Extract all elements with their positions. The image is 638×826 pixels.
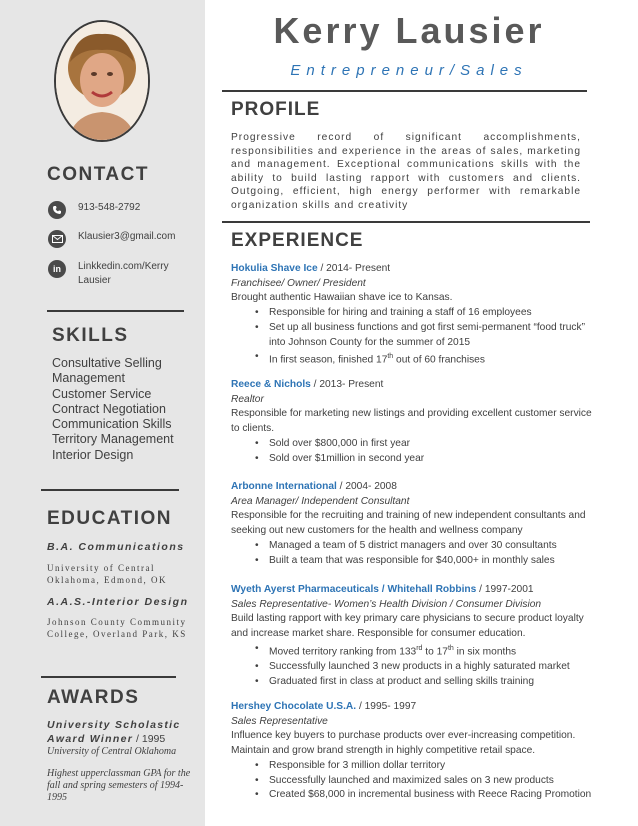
education-rule bbox=[41, 489, 179, 491]
job-hershey bbox=[231, 700, 601, 803]
envelope-icon bbox=[48, 230, 66, 248]
phone-icon bbox=[48, 201, 66, 219]
skills-heading: SKILLS bbox=[52, 325, 129, 346]
award-year: / 1995 bbox=[133, 733, 166, 745]
job-company: Hokulia Shave Ice bbox=[231, 263, 318, 274]
job-dates: / 1997-2001 bbox=[476, 584, 534, 595]
job-hokulia bbox=[231, 262, 601, 368]
job-company: Hershey Chocolate U.S.A. bbox=[231, 701, 357, 712]
job-description: Influence key buyers to purchase products over ever-increasing competition. Maintain and grow brand strength in highly competitive retail space. bbox=[231, 730, 576, 757]
job-bullet: • Successfully launched and maximized sales on 3 new products bbox=[269, 774, 601, 789]
email-address: Klausier3@gmail.com bbox=[78, 231, 176, 242]
school-uco-line2: Oklahoma, Edmond, OK bbox=[47, 575, 167, 585]
skill-item: Management bbox=[52, 371, 125, 386]
awards-rule bbox=[41, 676, 176, 678]
degree-aas: A.A.S.-Interior Design bbox=[47, 596, 189, 608]
school-uco bbox=[47, 562, 167, 586]
job-dates: / 2004- 2008 bbox=[336, 481, 397, 492]
job-company: Wyeth Ayerst Pharmaceuticals / Whitehall Robbins bbox=[231, 584, 477, 595]
award-school: University of Central Oklahoma bbox=[47, 746, 177, 757]
linkedin-url-line2: Lausier bbox=[78, 275, 111, 286]
degree-ba: B.A. Communications bbox=[47, 541, 185, 553]
job-bullet: • Set up all business functions and got first semi-permanent “food truck” into Johnson County for the summer of 2015 bbox=[269, 321, 601, 350]
contact-heading: CONTACT bbox=[47, 164, 149, 185]
job-bullet: • Managed a team of 5 district managers and over 30 consultants bbox=[269, 539, 601, 554]
job-dates: / 2014- Present bbox=[317, 263, 391, 274]
contact-linkedin bbox=[48, 260, 169, 288]
job-wyeth bbox=[231, 583, 601, 689]
skill-item: Interior Design bbox=[52, 447, 134, 462]
school-jccc-line2: College, Overland Park, KS bbox=[47, 629, 187, 639]
job-bullet: • In first season, finished 17th out of 60 franchises bbox=[269, 350, 601, 368]
job-description: Build lasting rapport with key primary care physicians to secure product loyalty and increase market share. Responsible for consumer education. bbox=[231, 613, 584, 640]
job-bullet: • Responsible for hiring and training a staff of 16 employees bbox=[269, 306, 601, 321]
profile-text: Progressive record of significant accomplishments, responsibilities and experience in the areas of sales, marketing and management. Exceptional communications skills with the ability to build lasting rapport with customers and clients. Outgoing, efficient, high energy performer with remarkable organization skills and creativity bbox=[231, 132, 581, 211]
job-bullet: • Created $68,000 in incremental business with Reece Racing Promotion bbox=[269, 788, 601, 803]
award-note: Highest upperclassman GPA for the fall and spring semesters of 1994- 1995 bbox=[47, 768, 191, 803]
job-company: Reece & Nichols bbox=[231, 379, 311, 390]
job-bullet: • Moved territory ranking from 133rd to 17th in six months bbox=[269, 642, 601, 660]
phone-number: 913-548-2792 bbox=[78, 202, 141, 213]
job-dates: / 1995- 1997 bbox=[356, 701, 417, 712]
job-company: Arbonne International bbox=[231, 481, 337, 492]
job-bullet: • Graduated first in class at product and selling skills training bbox=[269, 675, 601, 690]
profile-rule bbox=[222, 90, 587, 92]
job-bullet: • Responsible for 3 million dollar territory bbox=[269, 759, 601, 774]
experience-heading: EXPERIENCE bbox=[231, 230, 364, 251]
linkedin-icon: in bbox=[48, 260, 66, 278]
school-jccc bbox=[47, 616, 187, 640]
school-jccc-line1: Johnson County Community bbox=[47, 617, 187, 627]
job-role: Sales Representative bbox=[231, 715, 328, 727]
skills-rule bbox=[47, 310, 184, 312]
skill-item: Communication Skills bbox=[52, 417, 172, 432]
job-role: Sales Representative- Women’s Health Division / Consumer Division bbox=[231, 598, 542, 610]
awards-heading: AWARDS bbox=[47, 687, 140, 708]
job-arbonne bbox=[231, 480, 601, 568]
skill-item: Customer Service bbox=[52, 386, 152, 401]
profile-heading: PROFILE bbox=[231, 99, 321, 120]
linkedin-url bbox=[78, 260, 169, 288]
job-bullet: • Built a team that was responsible for $40,000+ in monthly sales bbox=[269, 554, 601, 569]
job-description: Responsible for marketing new listings and providing excellent customer service to clients. bbox=[231, 408, 592, 435]
experience-rule bbox=[222, 221, 590, 223]
job-role: Realtor bbox=[231, 393, 264, 405]
candidate-tagline: Entrepreneur/Sales bbox=[290, 62, 528, 79]
skill-item: Consultative Selling bbox=[52, 356, 162, 370]
skills-list bbox=[52, 356, 174, 463]
job-reece-nichols bbox=[231, 378, 601, 466]
job-description: Brought authentic Hawaiian shave ice to Kansas. bbox=[231, 292, 453, 304]
candidate-name: Kerry Lausier bbox=[273, 10, 545, 51]
linkedin-url-line1: Linkkedin.com/Kerry bbox=[78, 261, 169, 272]
contact-email bbox=[48, 230, 175, 248]
skill-item: Territory Management bbox=[52, 432, 174, 447]
job-role: Area Manager/ Independent Consultant bbox=[231, 495, 410, 507]
award-title-line2: Award Winner bbox=[47, 733, 134, 745]
job-bullet: • Sold over $1million in second year bbox=[269, 452, 601, 467]
contact-phone bbox=[48, 201, 140, 219]
education-heading: EDUCATION bbox=[47, 508, 173, 529]
award-title bbox=[47, 718, 181, 746]
job-bullet: • Sold over $800,000 in first year bbox=[269, 437, 601, 452]
profile-photo bbox=[54, 20, 150, 142]
skill-item: Contract Negotiation bbox=[52, 401, 166, 416]
job-bullet: • Successfully launched 3 new products in a highly saturated market bbox=[269, 660, 601, 675]
award-title-line1: University Scholastic bbox=[47, 719, 181, 731]
school-uco-line1: University of Central bbox=[47, 563, 155, 573]
job-description: Responsible for the recruiting and training of new independent consultants and seeking out new customers for the health and wellness company bbox=[231, 510, 586, 537]
job-dates: / 2013- Present bbox=[310, 379, 384, 390]
job-role: Franchisee/ Owner/ President bbox=[231, 277, 366, 289]
